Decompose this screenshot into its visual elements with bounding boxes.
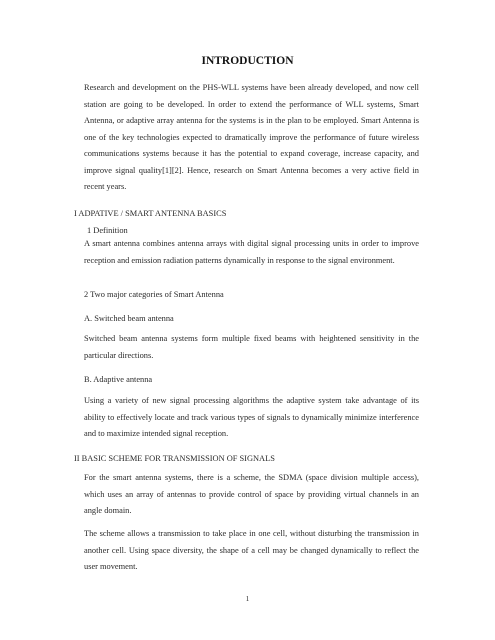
section-1-heading: I ADPATIVE / SMART ANTENNA BASICS xyxy=(74,209,227,218)
adaptive-antenna-paragraph: Using a variety of new signal processing algorithms the adaptive system take advantage of its ability to effectively locate and track various types of signals to dynamically minimize interference and to maximize intended signal reception. xyxy=(84,396,419,438)
page-number: 1 xyxy=(245,594,250,603)
definition-paragraph: A smart antenna combines antenna arrays with digital signal processing units in order to improve reception and emission radiation patterns dynamically in response to the signal environment. xyxy=(84,239,419,265)
scheme-paragraph: The scheme allows a transmission to take place in one cell, without disturbing the transmission in another cell. Using space diversity, the shape of a cell may be changed dynamically to reflect the user movement. xyxy=(84,529,419,571)
switched-beam-heading: A. Switched beam antenna xyxy=(84,314,174,323)
section-2-heading: II BASIC SCHEME FOR TRANSMISSION OF SIGNALS xyxy=(74,454,275,463)
switched-beam-paragraph: Switched beam antenna systems form multiple fixed beams with heightened sensitivity in the particular directions. xyxy=(84,334,419,360)
adaptive-antenna-heading: B. Adaptive antenna xyxy=(84,375,153,384)
sdma-paragraph: For the smart antenna systems, there is a scheme, the SDMA (space division multiple access), which uses an array of antennas to provide control of space by providing virtual channels in an angle domain. xyxy=(84,473,419,515)
definition-heading: 1 Definition xyxy=(87,226,128,235)
intro-paragraph: Research and development on the PHS-WLL systems have been already developed, and now cell station are going to be developed. In order to extend the performance of WLL systems, Smart Antenna, or adaptive array antenna for the systems is in the plan to be employed. Smart Antenna is one of the key technologies expected to dramatically improve the performance of future wireless communications systems because it has the potential to expand coverage, increase capacity, and improve signal quality[1][2]. Hence, research on Smart Antenna becomes a very active field in recent years. xyxy=(84,83,419,191)
page-title: INTRODUCTION xyxy=(201,55,294,67)
categories-heading: 2 Two major categories of Smart Antenna xyxy=(84,290,224,299)
